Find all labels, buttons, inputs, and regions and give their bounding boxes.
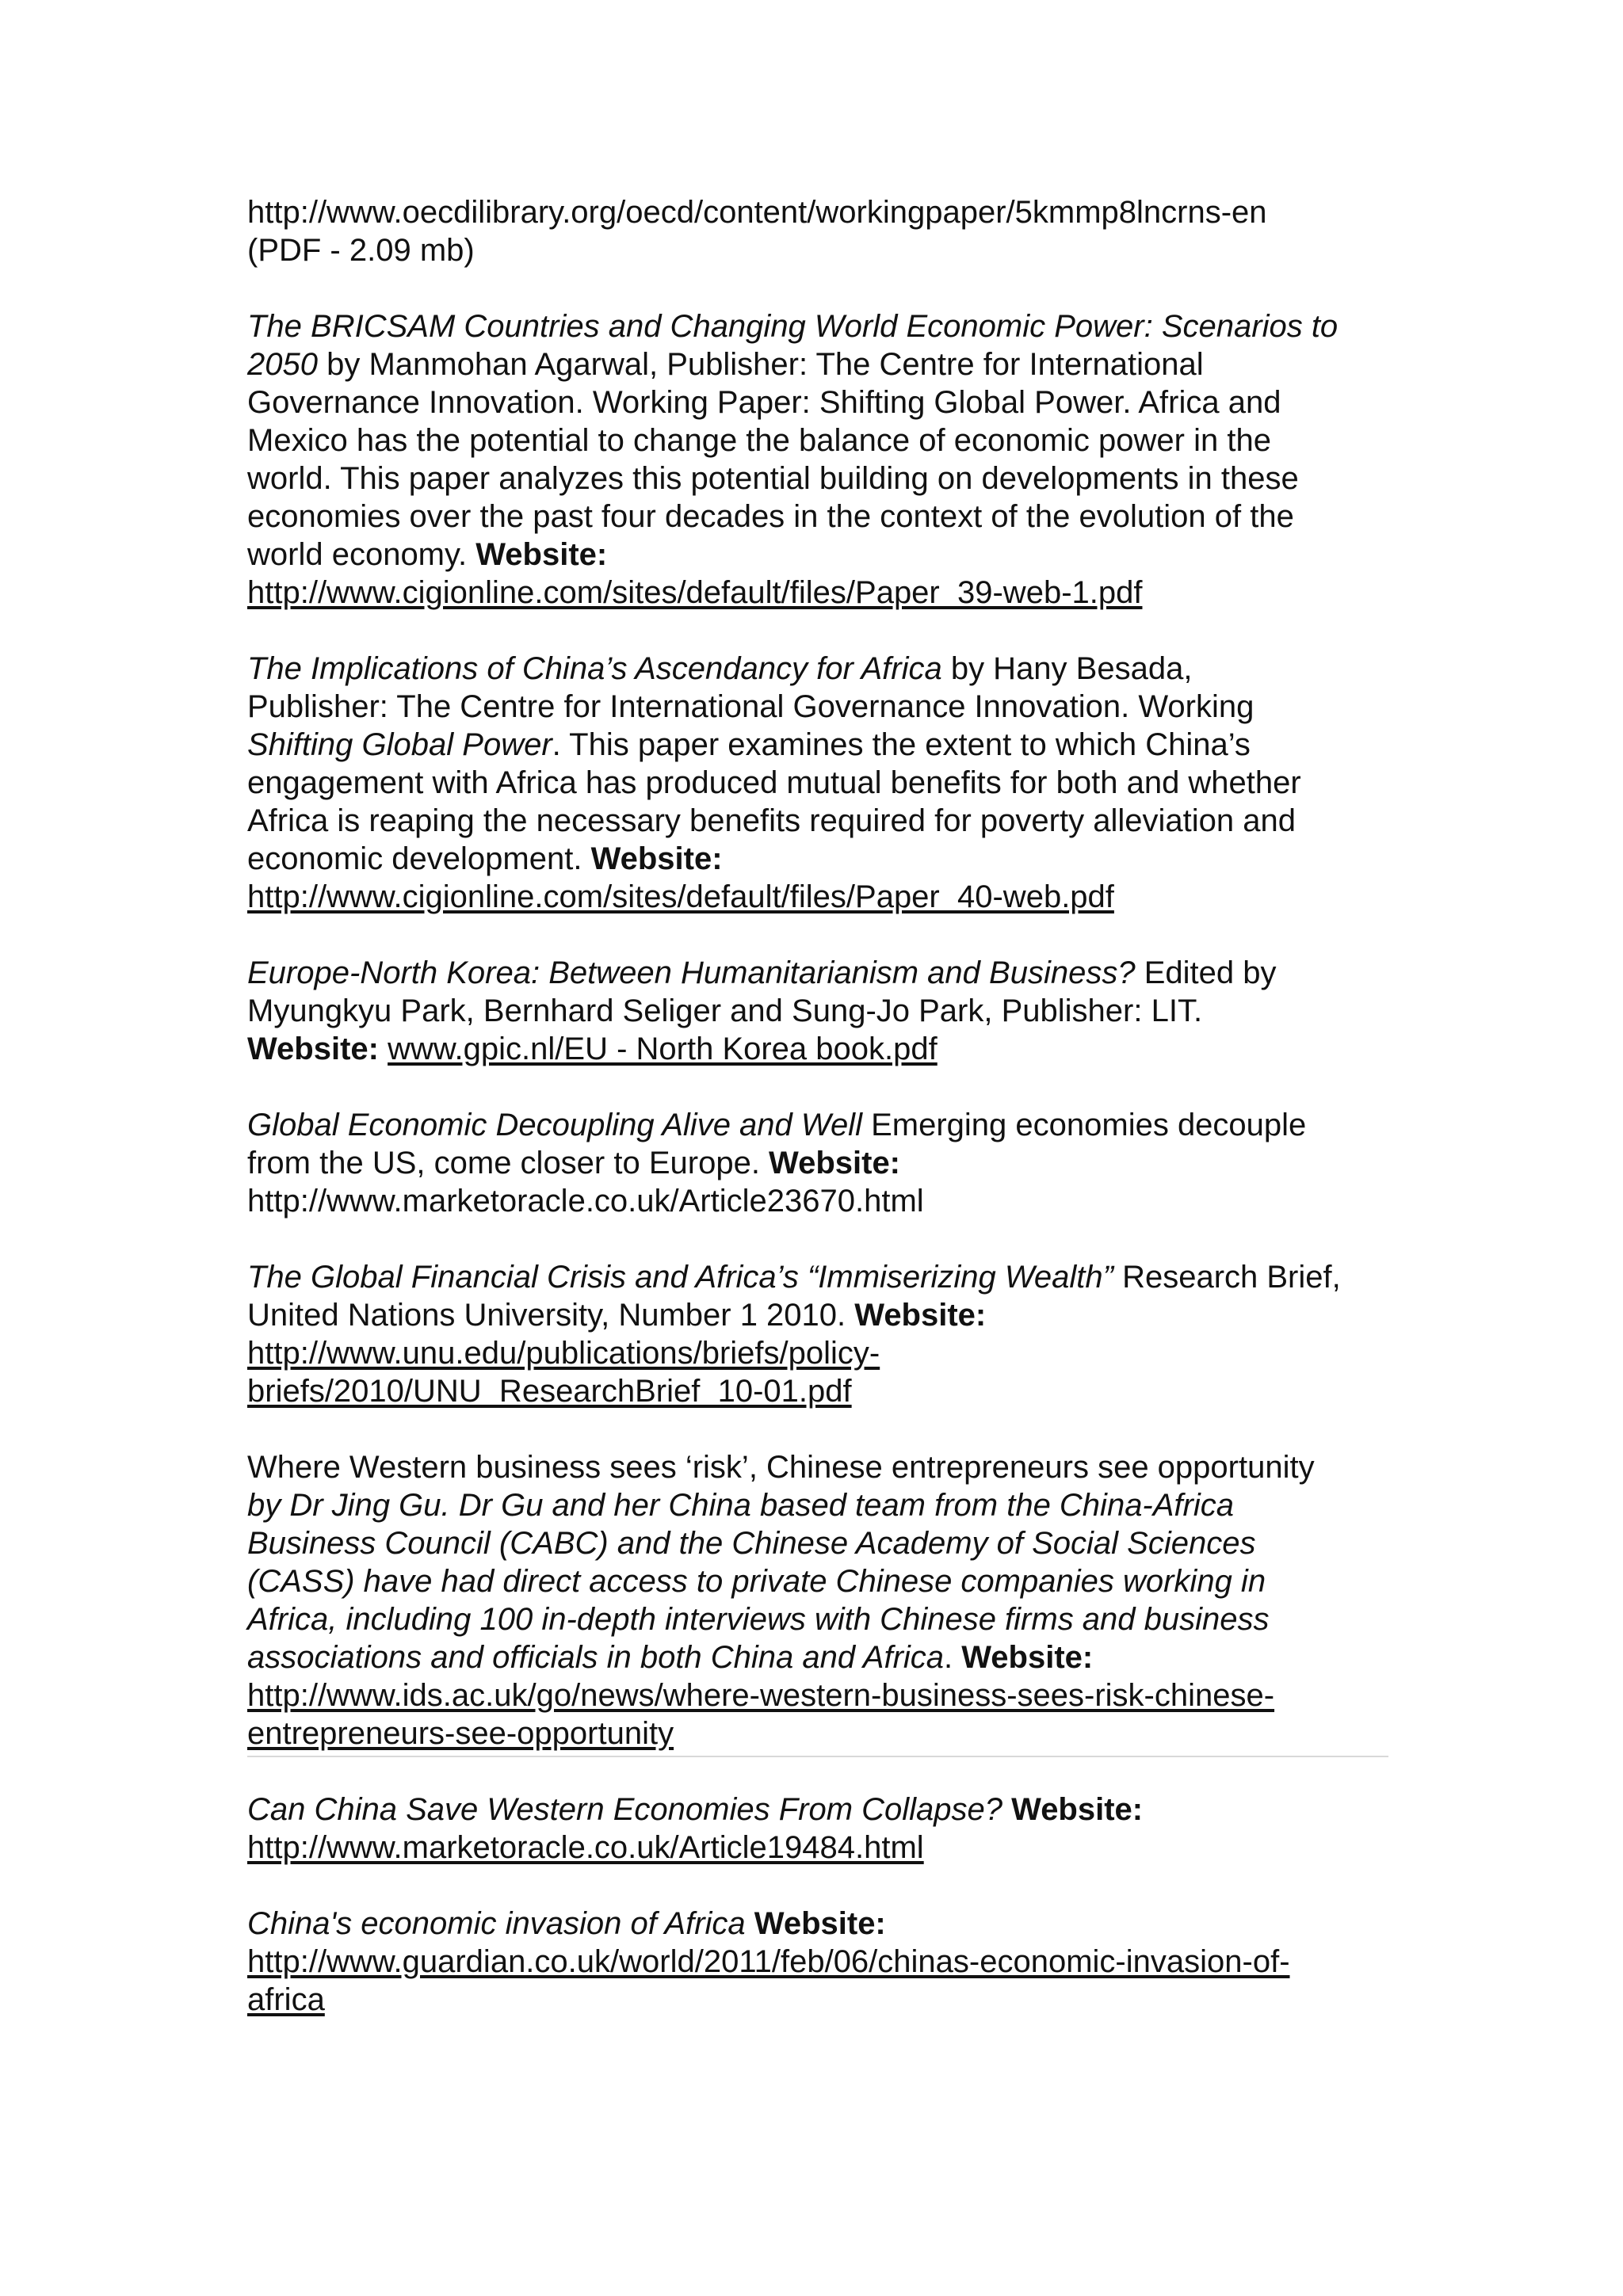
- risk-website-link-part1[interactable]: http://www.ids.ac.uk/go/news/where-western-business-sees-risk-chinese-: [247, 1678, 1275, 1713]
- decoupling-title: Global Economic Decoupling Alive and Well: [247, 1108, 862, 1142]
- bricsam-text-4: Mexico has the potential to change the balance of economic power in the: [247, 423, 1271, 458]
- china-africa-text-3: . This paper examines the extent to which China’s: [552, 727, 1251, 762]
- risk-text-2: by Dr Jing Gu. Dr Gu and her China based team from the China-Africa: [247, 1488, 1234, 1523]
- entry-crisis: [247, 1258, 1388, 1410]
- entry-invasion: [247, 1905, 1388, 2019]
- collapse-website-link[interactable]: http://www.marketoracle.co.uk/Article19484.html: [247, 1830, 924, 1865]
- collapse-website-label: Website:: [1011, 1792, 1144, 1827]
- entry-decoupling: [247, 1106, 1388, 1220]
- document-page: [247, 193, 1388, 2057]
- bricsam-text-6: economies over the past four decades in the context of the evolution of the: [247, 499, 1294, 534]
- entry-north-korea: [247, 954, 1388, 1068]
- china-africa-text-6: economic development.: [247, 841, 591, 876]
- entry-risk: [247, 1448, 1388, 1753]
- crisis-text-2: United Nations University, Number 1 2010.: [247, 1298, 855, 1333]
- north-korea-website-link[interactable]: www.gpic.nl/EU - North Korea book.pdf: [388, 1032, 938, 1066]
- china-africa-text-4: engagement with Africa has produced mutual benefits for both and whether: [247, 765, 1301, 800]
- collapse-title: Can China Save Western Economies From Collapse?: [247, 1792, 1003, 1827]
- risk-text-3: Business Council (CABC) and the Chinese Academy of Social Sciences: [247, 1526, 1256, 1561]
- china-africa-text-2: Publisher: The Centre for International Governance Innovation. Working: [247, 689, 1254, 724]
- bricsam-text-7: world economy.: [247, 537, 476, 572]
- bricsam-text-5: world. This paper analyzes this potential building on developments in these: [247, 461, 1299, 496]
- invasion-website-label: Website:: [754, 1906, 886, 1941]
- north-korea-title: Europe-North Korea: Between Humanitarianism and Business?: [247, 955, 1136, 990]
- china-africa-title: The Implications of China’s Ascendancy for Africa: [247, 651, 942, 686]
- risk-website-label: Website:: [961, 1640, 1094, 1675]
- bricsam-title-line1: The BRICSAM Countries and Changing World Economic Power: Scenarios to: [247, 309, 1338, 344]
- bricsam-website-label: Website:: [475, 537, 608, 572]
- decoupling-website-label: Website:: [769, 1146, 901, 1180]
- entry-bricsam: [247, 307, 1388, 612]
- risk-website-link-part2[interactable]: entrepreneurs-see-opportunity: [247, 1716, 674, 1751]
- crisis-title: The Global Financial Crisis and Africa’s “Immiserizing Wealth”: [247, 1260, 1113, 1295]
- china-africa-series: Shifting Global Power: [247, 727, 552, 762]
- risk-text-4: (CASS) have had direct access to private Chinese companies working in: [247, 1564, 1266, 1599]
- risk-text-6: associations and officials in both China and Africa: [247, 1640, 945, 1675]
- china-africa-website-link[interactable]: http://www.cigionline.com/sites/default/files/Paper_40-web.pdf: [247, 879, 1114, 914]
- decoupling-text-2: from the US, come closer to Europe.: [247, 1146, 769, 1180]
- collapse-space: [1002, 1792, 1011, 1827]
- north-korea-edited: Edited by: [1135, 955, 1277, 990]
- north-korea-website-label: Website:: [247, 1032, 379, 1066]
- decoupling-website-url[interactable]: http://www.marketoracle.co.uk/Article23670.html: [247, 1184, 924, 1219]
- bricsam-text-2: by Manmohan Agarwal, Publisher: The Centre for International: [317, 347, 1204, 382]
- risk-text-6-rest: .: [944, 1640, 962, 1675]
- china-africa-text-5: Africa is reaping the necessary benefits required for poverty alleviation and: [247, 803, 1296, 838]
- entry-china-africa: [247, 650, 1388, 916]
- risk-text-5: Africa, including 100 in-depth interviews with Chinese firms and business: [247, 1602, 1270, 1637]
- entry-oecd: [247, 193, 1388, 269]
- entry-collapse: [247, 1791, 1388, 1867]
- divider-line: [247, 1756, 1388, 1757]
- crisis-website-link-part2[interactable]: briefs/2010/UNU_ResearchBrief_10-01.pdf: [247, 1374, 852, 1409]
- bricsam-website-link[interactable]: http://www.cigionline.com/sites/default/files/Paper_39-web-1.pdf: [247, 575, 1143, 610]
- invasion-title: China's economic invasion of Africa: [247, 1906, 746, 1941]
- north-korea-text-2: Myungkyu Park, Bernhard Seliger and Sung-Jo Park, Publisher: LIT.: [247, 994, 1203, 1028]
- oecd-size: (PDF - 2.09 mb): [247, 233, 475, 268]
- risk-title: Where Western business sees ‘risk’, Chinese entrepreneurs see opportunity: [247, 1450, 1315, 1485]
- invasion-website-link-part1[interactable]: http://www.guardian.co.uk/world/2011/feb/06/chinas-economic-invasion-of-: [247, 1944, 1290, 1979]
- invasion-space: [746, 1906, 754, 1941]
- oecd-url[interactable]: http://www.oecdilibrary.org/oecd/content/workingpaper/5kmmp8lncrns-en: [247, 195, 1267, 230]
- china-africa-website-label: Website:: [590, 841, 723, 876]
- bricsam-text-3: Governance Innovation. Working Paper: Shifting Global Power. Africa and: [247, 385, 1281, 420]
- invasion-website-link-part2[interactable]: africa: [247, 1982, 325, 2017]
- bricsam-title-line2: 2050: [247, 347, 318, 382]
- decoupling-text-1: Emerging economies decouple: [861, 1108, 1307, 1142]
- crisis-website-link-part1[interactable]: http://www.unu.edu/publications/briefs/policy-: [247, 1336, 880, 1371]
- crisis-text-1: Research Brief,: [1113, 1260, 1341, 1295]
- crisis-website-label: Website:: [854, 1298, 987, 1333]
- china-africa-author: by Hany Besada,: [941, 651, 1193, 686]
